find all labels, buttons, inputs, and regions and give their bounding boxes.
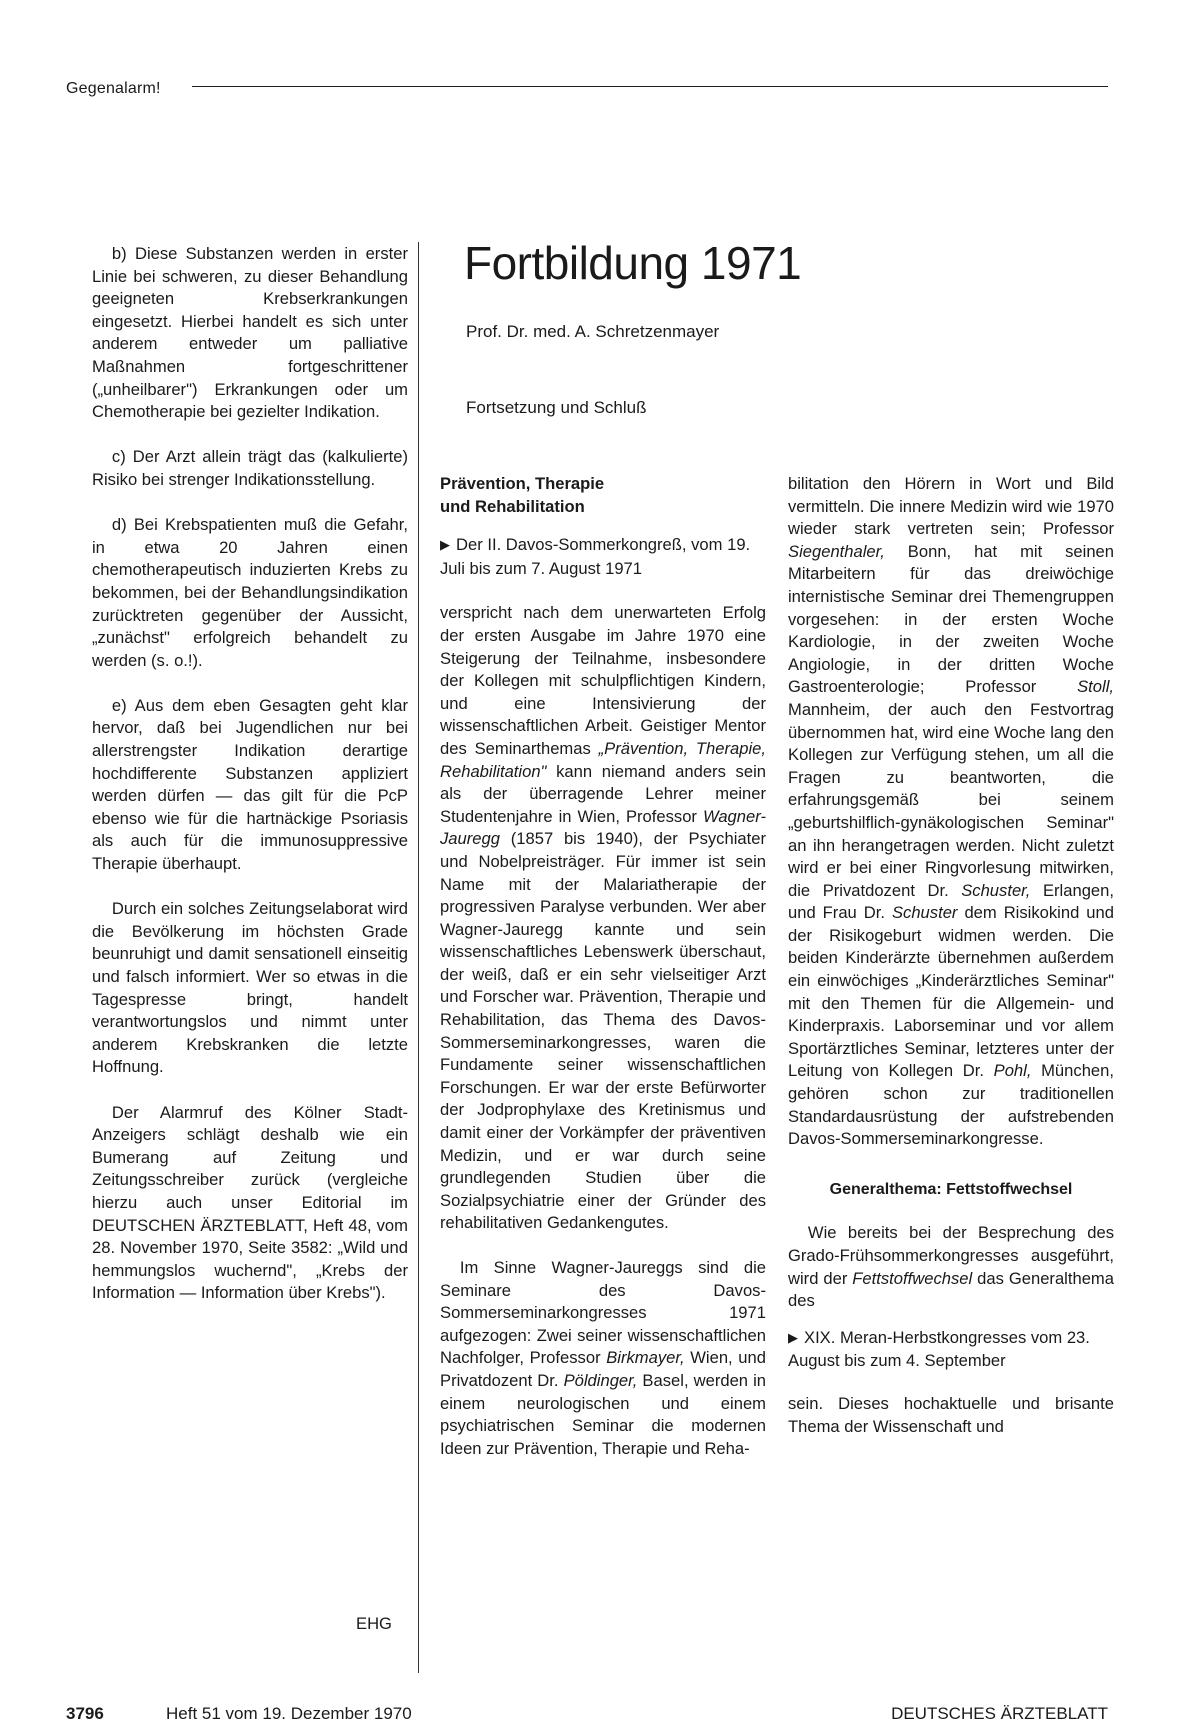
article-author: Prof. Dr. med. A. Schretzenmayer [466, 322, 720, 341]
paragraph-grado [788, 1222, 1114, 1312]
left-paragraph-d: d) Bei Krebspatienten muß die Gefahr, in etwa 20 Jahren einen chemotherapeutisch induzierten Krebs zu bekommen, bei der Behandlungsindikation zurücktreten gegenüber der Aussicht, „zunächst" erfolgreich behandelt zu werden (s. o.!). [92, 515, 408, 670]
text-run: Wie bereits bei der Besprechung des Grado-Frühsommerkongresses ausgeführt, wird der [788, 1223, 1114, 1288]
text-run: das Generalthema des [788, 1268, 1114, 1311]
emphasis-term: Fettstoffwechsel [852, 1268, 973, 1288]
running-head: Gegenalarm! [66, 80, 161, 97]
emphasis-name: Schuster [891, 903, 958, 923]
emphasis-name: Schuster, [961, 880, 1031, 900]
left-paragraph-e: e) Aus dem eben Gesagten geht klar hervor, daß bei Jugendlichen nur bei allerstrengster Indikation derartige hochdifferente Substanzen appliziert werden dürfen — das gilt für die PcP ebenso wie für die hartnäckige Psoriasis als auch für die immunosuppressive Therapie überhaupt. [92, 695, 408, 874]
left-paragraph-zeitung: Durch ein solches Zeitungselaborat wird die Bevölkerung im höchsten Grade beunruhigt und damit sensationell einseitig und falsch informiert. Wer so etwas in die Tagespresse bringt, handelt verantwortungslos und nimmt unter anderem Krebskranken die letzte Hoffnung. [92, 899, 408, 1077]
text-run: bilitation den Hörern in Wort und Bild vermitteln. Die innere Medizin wird wie 1970 wieder stark vertreten sein; Professor [788, 474, 1114, 539]
emphasis-name: Siegenthaler, [788, 541, 885, 561]
text-run: Mannheim, der auch den Festvortrag übernommen hat, wird eine Woche lang den Kollegen zur Verfügung stehen, um all die Fragen zu beantworten, die erfahrungsgemäß bei seinem „geburtshilflich-gynäkologischen Seminar" an ihn herangetragen werden. Nicht zuletzt wird er bei einer Ringvorlesung mitwirken, die Privatdozent Dr. [788, 699, 1114, 900]
left-column [92, 243, 408, 1305]
section-heading-line-1: Prävention, Therapie [440, 474, 605, 493]
triangle-bullet-icon: ▶ [788, 1329, 798, 1345]
paragraph-mentor [440, 602, 766, 1235]
left-paragraph-alarmruf: Der Alarmruf des Kölner Stadt-Anzeigers schlägt deshalb wie ein Bumerang auf Zeitung und Zeitungsschreiber zurück (vergleiche hierzu auch unser Editorial im DEUTSCHEN ÄRZTEBLATT, Heft 48, vom 28. November 1970, Seite 3582: „Wild und hemmungslos wuchernd", „Krebs der Information — Information über Krebs"). [92, 1102, 408, 1303]
left-paragraph-b: b) Diese Substanzen werden in erster Linie bei schweren, zu dieser Behandlung geeigneten Krebserkrankungen eingesetzt. Hierbei handelt es sich unter anderem entweder um palliative Maßnahmen fortgeschrittener („unheilbarer") Erkrankungen oder um Chemotherapie bei gezielter Indikation. [92, 244, 408, 422]
emphasis-name: Pohl, [993, 1061, 1032, 1081]
article-subtitle: Fortsetzung und Schluß [466, 398, 647, 417]
text-run: Erlangen, und Frau Dr. [788, 880, 1114, 923]
emphasis-name: Pöldinger, [563, 1370, 638, 1390]
event-davos [440, 534, 766, 580]
section-heading-praevention [440, 473, 766, 518]
paragraph-innere-medizin [788, 473, 1114, 1151]
page-number: 3796 [66, 1704, 104, 1723]
event-davos-text: Der II. Davos-Sommerkongreß, vom 19. Juli bis zum 7. August 1971 [440, 535, 751, 578]
text-run: (1857 bis 1940), der Psychiater und Nobelpreisträger. Für immer ist sein Name mit der Malariatherapie der progressiven Paralyse verbunden. Wer aber Wagner-Jauregg kannte und sein wissenschaftliches Lebenswerk überschaut, der weiß, daß er ein sehr vielseitiger Arzt und Forscher war. Prävention, Therapie und Rehabilitation, das Thema des Davos-Sommerseminarkongresses, waren die Fundamente seiner wissenschaftlichen Forschungen. Er war der erste Befürworter der Jodprophylaxe des Kretinismus und damit einer der Vorkämpfer der präventiven Medizin, und er war durch seine grundlegenden Studien über die Sozialpsychiatrie einer der Gründer des rehabilitativen Gedankengutes. [440, 829, 766, 1233]
text-run: Basel, werden in einem neurologischen und einem psychiatrischen Seminar die modernen Ideen zur Prävention, Therapie und Reha- [440, 1370, 766, 1458]
text-run: kann niemand anders sein als der überragende Lehrer meiner Studentenjahre in Wien, Professor [440, 761, 766, 826]
right-column [788, 473, 1114, 1438]
issue-info: Heft 51 vom 19. Dezember 1970 [166, 1704, 412, 1723]
paragraph-seminare [440, 1257, 766, 1460]
left-paragraph-c: c) Der Arzt allein trägt das (kalkulierte) Risiko bei strenger Indikationsstellung. [92, 447, 408, 489]
event-meran-text: XIX. Meran-Herbstkongresses vom 23. August bis zum 4. September [788, 1327, 1090, 1371]
middle-column [440, 473, 766, 1460]
emphasis-name: Stoll, [1077, 677, 1114, 697]
article-title: Fortbildung 1971 [464, 237, 802, 289]
text-run: Im Sinne Wagner-Jaureggs sind die Seminare des Davos-Sommerseminarkongresses 1971 aufgezogen: Zwei seiner wissenschaftlichen Nachfolger, Professor [440, 1258, 766, 1368]
section-heading-fettstoffwechsel: Generalthema: Fettstoffwechsel [829, 1180, 1073, 1198]
emphasis-seminar-theme: „Prävention, Therapie, Rehabilitation" [440, 738, 766, 781]
author-signature: EHG [356, 1614, 392, 1633]
text-run: Wien, und Privatdozent Dr. [440, 1348, 766, 1390]
emphasis-name: Birkmayer, [606, 1348, 685, 1368]
column-divider [418, 242, 419, 1673]
text-run: dem Risikokind und der Risikogeburt widmen werden. Die beiden Kinderärzte übernehmen außerdem ein einwöchiges „Kinderärztliches Seminar" mit den Themen für die Allgemein- und Kinderpraxis. Laborseminar und vor allem Sportärztliches Seminar, letzteres unter der Leitung von Kollegen Dr. [788, 903, 1114, 1081]
text-run: verspricht nach dem unerwarteten Erfolg der ersten Ausgabe im Jahre 1970 eine Steigerung der Teilnahme, insbesondere der Kollegen mit schulpflichtigen Kindern, und eine Intensivierung der wissenschaftlichen Arbeit. Geistiger Mentor des Seminarthemas [440, 603, 766, 758]
journal-name: DEUTSCHES ÄRZTEBLATT [891, 1704, 1108, 1723]
header-rule [192, 86, 1108, 87]
section-heading-line-2: und Rehabilitation [440, 496, 585, 516]
event-meran [788, 1327, 1114, 1373]
paragraph-conclusion: sein. Dieses hochaktuelle und brisante Thema der Wissenschaft und [788, 1393, 1114, 1436]
text-run: München, gehören schon zur traditionellen Standardausrüstung der aufstrebenden Davos-Sommerseminarkongresse. [788, 1061, 1114, 1149]
text-run: Bonn, hat mit seinen Mitarbeitern für das dreiwöchige internistische Seminar drei Themengruppen vorgesehen: in der ersten Woche Kardiologie, in der zweiten Woche Angiologie, in der dritten Woche Gastroenterologie; Professor [788, 541, 1114, 697]
emphasis-name: Wagner-Jauregg [440, 806, 766, 849]
triangle-bullet-icon: ▶ [440, 537, 450, 553]
